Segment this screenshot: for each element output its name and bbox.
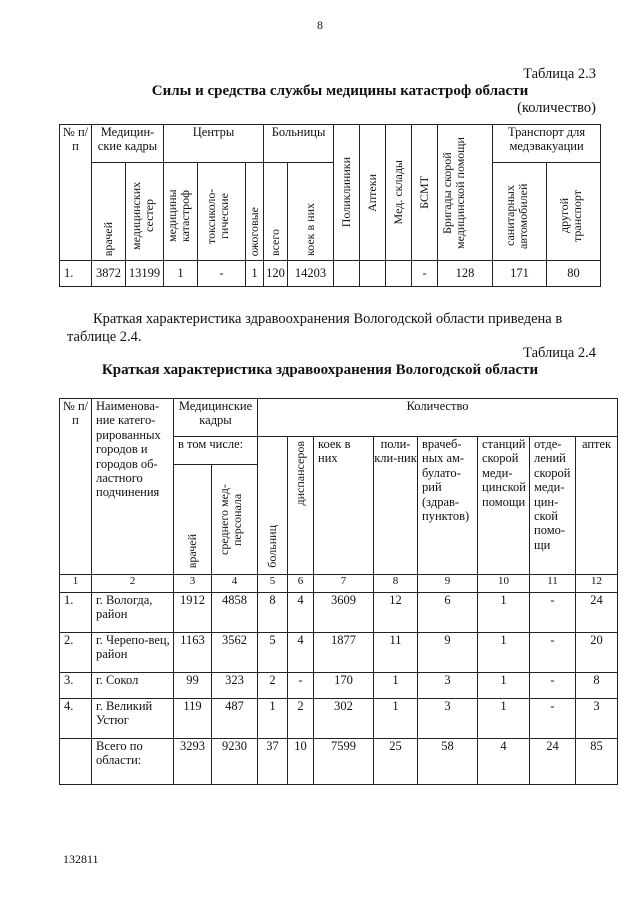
t2-cell: 8 [258, 593, 288, 633]
t2-cell: 302 [314, 699, 374, 739]
t1-cell [386, 261, 412, 287]
table-2-3 [59, 124, 601, 287]
t2-cell: г. Вологда, район [92, 593, 174, 633]
t2-header-name: Наименова-ние катего-рированных городов и городов об-ластного подчинения [92, 399, 174, 575]
t2-header-beds: коек в них [314, 437, 374, 575]
t2-col-number: 11 [530, 575, 576, 593]
t2-cell: 4 [288, 633, 314, 673]
t2-cell: 24 [576, 593, 618, 633]
t2-header-including: в том числе: [174, 437, 258, 465]
table-row [60, 261, 601, 287]
t1-header-nurses: медицинских сестер [126, 163, 164, 261]
t2-cell: 58 [418, 739, 478, 785]
t1-header-burn: ожоговые [246, 163, 264, 261]
t2-cell: 6 [418, 593, 478, 633]
table-row [60, 633, 618, 673]
t2-cell: 1 [258, 699, 288, 739]
t1-header-doctors: врачей [92, 163, 126, 261]
t2-cell: 20 [576, 633, 618, 673]
t2-cell: 85 [576, 739, 618, 785]
t2-header-ambulance-stations: станций скорой меди-цинской помощи [478, 437, 530, 575]
table-2-4-title: Краткая характеристика здравоохранения Вологодской области [101, 362, 539, 378]
t1-cell [360, 261, 386, 287]
table-2-3-title: Силы и средства службы медицины катастроф области [151, 83, 529, 99]
t2-cell: 8 [576, 673, 618, 699]
t1-header-num: № п/п [60, 125, 92, 261]
table-2-3-caption: Таблица 2.3 [523, 66, 596, 82]
t2-col-number: 8 [374, 575, 418, 593]
t2-cell: 323 [212, 673, 258, 699]
t2-header-doctors: врачей [174, 465, 212, 575]
t2-cell: 4858 [212, 593, 258, 633]
t2-header-dispensaries: диспансеров [288, 437, 314, 575]
t2-cell: 2 [258, 673, 288, 699]
table-row-total [60, 739, 618, 785]
table-row [60, 593, 618, 633]
t2-col-number: 4 [212, 575, 258, 593]
t2-col-number: 12 [576, 575, 618, 593]
t2-cell: 1 [478, 699, 530, 739]
t2-header-num: № п/п [60, 399, 92, 575]
intro-paragraph: Краткая характеристика здравоохранения Вологодской области приведена в таблице 2.4. [67, 311, 563, 346]
t1-cell: 128 [438, 261, 493, 287]
t1-cell [334, 261, 360, 287]
t2-cell: 3 [576, 699, 618, 739]
t1-cell: 13199 [126, 261, 164, 287]
page-number: 8 [317, 18, 323, 32]
t1-cell: 1 [246, 261, 264, 287]
t2-col-number: 7 [314, 575, 374, 593]
t1-cell: 14203 [288, 261, 334, 287]
footer-code: 132811 [63, 852, 99, 866]
t2-col-number: 6 [288, 575, 314, 593]
t1-cell: 171 [493, 261, 547, 287]
t1-header-pharmacies: Аптеки [360, 125, 386, 261]
t1-header-centers: Центры [164, 125, 264, 163]
t2-col-number: 5 [258, 575, 288, 593]
t1-cell: 80 [547, 261, 601, 287]
t2-cell: 25 [374, 739, 418, 785]
t2-cell: 2. [60, 633, 92, 673]
t2-header-hospitals: больниц [258, 437, 288, 575]
t2-cell: г. Черепо-вец, район [92, 633, 174, 673]
t2-cell: 99 [174, 673, 212, 699]
t2-col-number: 1 [60, 575, 92, 593]
t1-cell: - [412, 261, 438, 287]
t1-header-sanitary-cars: санитарных автомобилей [493, 163, 547, 261]
t1-cell: 3872 [92, 261, 126, 287]
t2-cell: 1 [478, 593, 530, 633]
t2-cell: 1877 [314, 633, 374, 673]
table-row [60, 699, 618, 739]
t2-cell: 4 [478, 739, 530, 785]
t1-header-bsmt: БСМТ [412, 125, 438, 261]
t2-cell: 487 [212, 699, 258, 739]
t2-cell [60, 739, 92, 785]
t2-cell: 3609 [314, 593, 374, 633]
t1-header-beds: коек в них [288, 163, 334, 261]
t2-cell: - [530, 633, 576, 673]
t2-cell: 4 [288, 593, 314, 633]
t2-header-quantity: Количество [258, 399, 618, 437]
t1-cell: 1 [164, 261, 198, 287]
t2-cell: 1. [60, 593, 92, 633]
table-2-3-unit: (количество) [517, 100, 596, 116]
t2-cell: 9 [418, 633, 478, 673]
t2-cell: Всего по области: [92, 739, 174, 785]
t2-cell: г. Великий Устюг [92, 699, 174, 739]
t1-header-toxicological: токсиколо-гические [198, 163, 246, 261]
t1-cell: 1. [60, 261, 92, 287]
t2-cell: 3 [418, 699, 478, 739]
t2-cell: 1912 [174, 593, 212, 633]
t2-col-number: 9 [418, 575, 478, 593]
t1-header-hospitals: Больницы [264, 125, 334, 163]
t2-cell: 1163 [174, 633, 212, 673]
t2-cell: 37 [258, 739, 288, 785]
t2-cell: 3562 [212, 633, 258, 673]
t1-header-other-transport: другой транспорт [547, 163, 601, 261]
t1-cell: - [198, 261, 246, 287]
table-2-4-caption: Таблица 2.4 [523, 345, 596, 361]
t1-header-med-staff: Медицин-ские кадры [92, 125, 164, 163]
t2-cell: 3293 [174, 739, 212, 785]
t2-header-med-staff: Медицинские кадры [174, 399, 258, 437]
t2-col-number: 10 [478, 575, 530, 593]
t2-cell: 1 [478, 673, 530, 699]
t2-cell: - [530, 673, 576, 699]
t2-header-ambulance-depts: отде-лений скорой меди-цин-ской помо-щи [530, 437, 576, 575]
t2-header-mid-staff: среднего мед-персонала [212, 465, 258, 575]
t2-cell: 12 [374, 593, 418, 633]
t2-cell: - [530, 699, 576, 739]
t2-cell: 24 [530, 739, 576, 785]
t2-header-pharmacies: аптек [576, 437, 618, 575]
t1-header-transport: Транспорт для медэвакуации [493, 125, 601, 163]
table-2-4 [59, 398, 618, 785]
t2-cell: - [530, 593, 576, 633]
t1-header-polyclinics: Поликлиники [334, 125, 360, 261]
t2-cell: 5 [258, 633, 288, 673]
t2-cell: 2 [288, 699, 314, 739]
t2-cell: 170 [314, 673, 374, 699]
t2-cell: 3 [418, 673, 478, 699]
t2-cell: 1 [374, 673, 418, 699]
t2-col-number: 2 [92, 575, 174, 593]
table-row [60, 673, 618, 699]
t2-cell: 4. [60, 699, 92, 739]
t2-cell: 10 [288, 739, 314, 785]
t1-header-total: всего [264, 163, 288, 261]
t2-cell: 119 [174, 699, 212, 739]
t2-cell: 11 [374, 633, 418, 673]
t2-cell: 9230 [212, 739, 258, 785]
t2-header-polyclinics: поли-кли-ник [374, 437, 418, 575]
t1-header-ambulance-teams: Бригады скорой медицинской помощи [438, 125, 493, 261]
t2-cell: 7599 [314, 739, 374, 785]
t2-cell: 1 [374, 699, 418, 739]
t2-cell: - [288, 673, 314, 699]
t2-cell: 3. [60, 673, 92, 699]
t2-header-outpatient: врачеб-ных ам-булато-рий (здрав-пунктов) [418, 437, 478, 575]
t2-cell: 1 [478, 633, 530, 673]
t1-cell: 120 [264, 261, 288, 287]
t1-header-disaster-med: медицины катастроф [164, 163, 198, 261]
t2-cell: г. Сокол [92, 673, 174, 699]
t2-col-number: 3 [174, 575, 212, 593]
t1-header-med-warehouses: Мед. склады [386, 125, 412, 261]
